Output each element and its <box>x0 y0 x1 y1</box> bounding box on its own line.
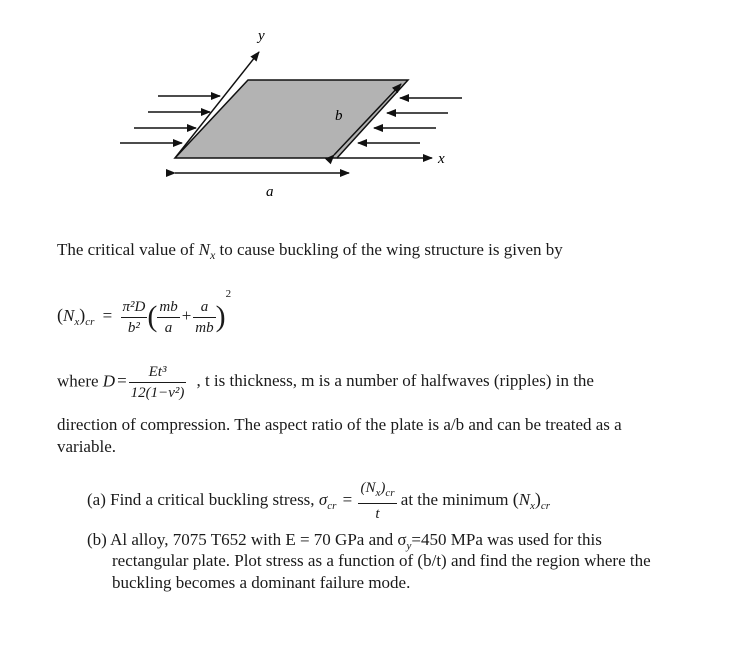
part-a-min-sub-cr: cr <box>540 499 551 512</box>
part-b-sigma-sub: y <box>406 540 412 552</box>
intro-sentence <box>57 240 563 265</box>
eq1-frac-1 <box>121 297 148 338</box>
part-a-den: t <box>375 506 380 522</box>
dimension-a-label: a <box>266 184 274 200</box>
intro-suffix: to cause buckling of the wing structure is given by <box>215 240 563 259</box>
y-axis-label: y <box>258 28 265 44</box>
part-a: (a) Find a critical buckling stress, $\sigma_{cr}$ = $\frac{(N_x)_{cr}}{t}$ at the minimum $(N_x)_{cr}$ <box>87 480 551 522</box>
D-denominator: 12(1−ν²) <box>130 385 185 401</box>
part-a-num: (N <box>360 480 376 496</box>
eq1-den3: mb <box>195 319 214 336</box>
where-prefix: where <box>57 371 103 391</box>
plate <box>175 80 408 158</box>
D-numerator: Et³ <box>129 362 187 383</box>
part-b-line-3: buckling becomes a dominant failure mode. <box>112 573 411 592</box>
direction-line: direction of compression. The aspect ratio of the plate is a/b and can be treated as a <box>57 415 622 434</box>
variable-line: variable. <box>57 437 116 456</box>
sigma-sub: cr <box>327 499 337 512</box>
part-a-mid: at the minimum <box>400 489 513 509</box>
part-a-prefix: (a) Find a critical buckling stress, <box>87 489 319 509</box>
eq1-num3: a <box>193 297 215 318</box>
part-a-min-var: N <box>518 489 531 509</box>
part-a-num-sub-cr: cr <box>385 487 395 499</box>
critical-load-equation: $(N_x)_{cr}$ = $\frac{\text{π²D}}{\text{b²}}$ ( $\frac{mb}{a}$ + $\frac{a}{mb}$ )$^2$ <box>57 288 232 336</box>
D-frac <box>129 362 187 403</box>
eq1-den1: b² <box>127 319 140 336</box>
intro-var: N <box>198 240 210 259</box>
sigma-symbol: σ <box>318 489 328 509</box>
part-a-num-close: ) <box>380 480 386 496</box>
x-axis-label: x <box>438 151 445 167</box>
eq1-num1: π²D <box>121 297 148 318</box>
intro-prefix: The critical value of <box>57 240 199 259</box>
part-b-line1-end: =450 MPa was used for this <box>411 530 602 549</box>
eq1-exponent: 2 <box>225 288 232 300</box>
intro-sub: x <box>209 248 216 262</box>
where-suffix: , t is thickness, m is a number of halfwaves (ripples) in the <box>196 371 594 391</box>
eq1-frac-2 <box>157 297 179 338</box>
part-a-num-sub-x: x <box>375 487 381 499</box>
dimension-b-label: b <box>335 108 343 124</box>
part-b-line1-text: (b) Al alloy, 7075 T652 with E = 70 GPa and σ <box>87 530 407 549</box>
part-b-line-2: rectangular plate. Plot stress as a function of (b/t) and find the region where the <box>112 551 651 570</box>
eq1-den2: a <box>164 319 173 336</box>
part-a-frac <box>358 478 396 524</box>
eq1-lhs-sub-x: x <box>74 316 80 328</box>
plate-figure <box>0 0 738 215</box>
eq1-num2: mb <box>157 297 179 318</box>
D-var: D <box>102 371 116 391</box>
part-a-min-sub-x: x <box>530 499 535 512</box>
eq1-frac-3 <box>193 297 215 338</box>
where-D-line: where D = $\frac{\text{Et³}}{\text{12(1−ν²)}}$ , t is thickness, m is a number of halfwaves (ripples) in the <box>57 364 594 401</box>
eq1-lhs-sub-cr: cr <box>85 316 95 328</box>
eq1-lhs-var: N <box>63 306 75 325</box>
